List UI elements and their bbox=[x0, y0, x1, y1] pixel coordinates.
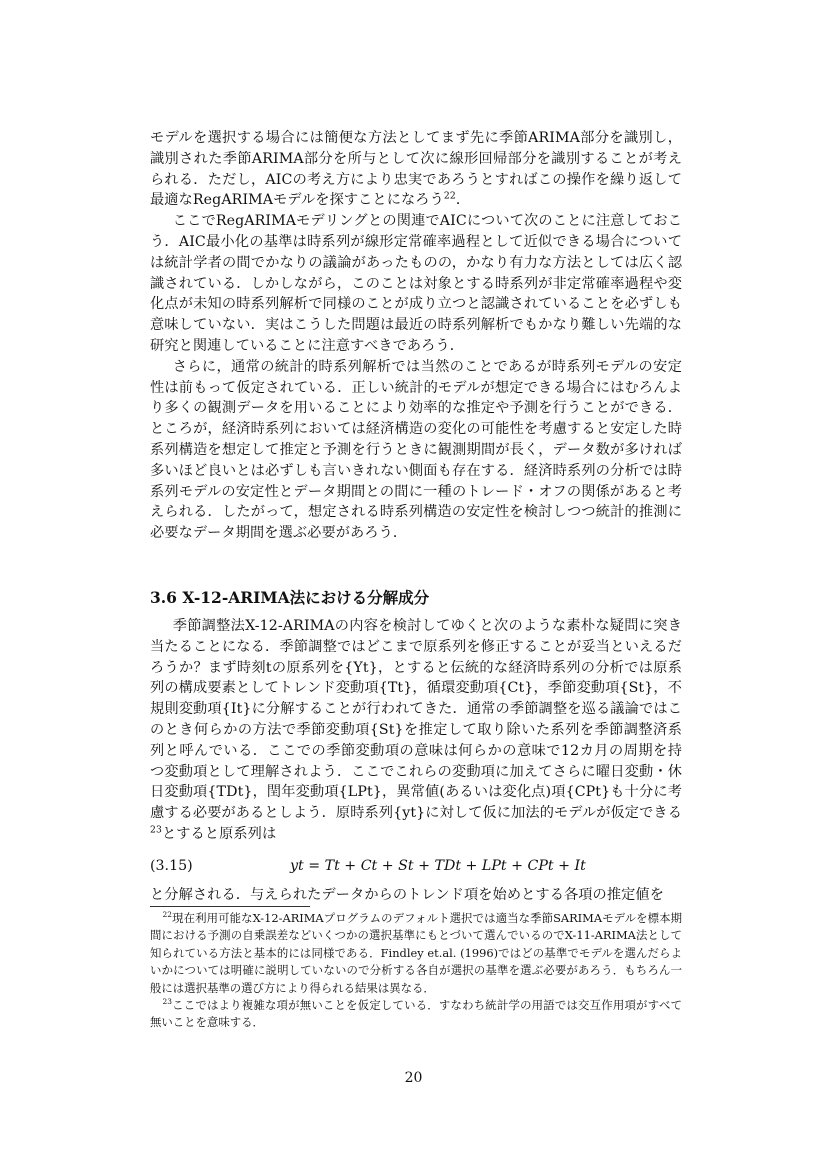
paragraph-4 bbox=[150, 616, 682, 845]
footnote-mark: 23 bbox=[162, 997, 172, 1007]
footnotes bbox=[150, 906, 682, 1032]
paragraph-3: さらに，通常の統計的時系列解析では当然のことであるが時系列モデルの安定性は前もって仮定されている．正しい統計的モデルが想定できる場合にはむろんより多くの観測データを用いることにより効率的な推定や予測を行うことができる．ところが，経済時系列においては経済構造の変化の可能性を考慮すると安定した時系列構造を想定して推定と予測を行うときに観測期間が長く，データ数が多ければ多いほど良いとは必ずしも言いきれない側面も存在する．経済時系列の分析では時系列モデルの安定性とデータ期間との間に一種のトレード・オフの関係があると考えられる．したがって，想定される時系列構造の安定性を検討しつつ統計的推測に必要なデータ期間を選ぶ必要があろう． bbox=[150, 358, 682, 542]
paragraph-1-text: モデルを選択する場合には簡便な方法としてまず先に季節ARIMA部分を識別し，識別された季節ARIMA部分を所与として次に線形回帰部分を識別することが考えられる．ただし，AICの考え方により忠実であろうとすればこの操作を繰り返して最適なRegARIMAモデルを探すことになろう bbox=[150, 130, 682, 209]
footnote-text: ここではより複雑な項が無いことを仮定している．すなわち統計学の用語では交互作用項がすべて無いことを意味する． bbox=[150, 998, 682, 1030]
footnote-mark: 22 bbox=[162, 910, 172, 920]
paragraph-1 bbox=[150, 128, 682, 211]
footnote-ref-22[interactable]: 22 bbox=[443, 190, 456, 202]
section-heading: 3.6 X-12-ARIMA法における分解成分 bbox=[150, 587, 430, 607]
paragraph-1-end: ． bbox=[455, 192, 471, 209]
page-number: 20 bbox=[404, 1070, 423, 1086]
footnote-text: 現在利用可能なX-12-ARIMAプログラムのデフォルト選択では適当な季節SARIMAモデルを標本期間における予測の自乗誤差などいくつかの選択基準にもとづいて選んでいるのでX-11-ARIMA法として知られている方法と基本的には同様である．Findley et.al. (1996)ではどの基準でモデルを選んだらよいかについては明確に説明していないので分析する各自が選択の基準を選ぶ必要があろう．もちろん一般には選択基準の選び方により得られる結果は異なる． bbox=[150, 911, 682, 995]
paragraph-4-end: とすると原系列は bbox=[161, 825, 277, 842]
equation-3-15 bbox=[150, 853, 682, 879]
footnote-23 bbox=[150, 997, 682, 1032]
paragraph-4-text: 季節調整法X-12-ARIMAの内容を検討してゆくと次のような素朴な疑問に突き当たることになる．季節調整ではどこまで原系列を修正することが妥当といえるだろうか？まず時刻tの原系列を{Yt}，とすると伝統的な経済時系列の分析では原系列の構成要素としてトレンド変動項{Tt}，循環変動項{Ct}，季節変動項{St}，不規則変動項{It}に分解することが行われてきた．通常の季節調整を巡る議論ではこのとき何らかの方法で季節変動項{St}を推定して取り除いた系列を季節調整済系列と呼んでいる．ここでの季節変動項の意味は何らかの意味で12カ月の周期を持つ変動項として理解されよう．ここでこれらの変動項に加えてさらに曜日変動・休日変動項{TDt}，閏年変動項{LPt}，異常値(あるいは変化点)項{CPt}も十分に考慮する必要があるとしよう．原時系列{yt}に対して仮に加法的モデルが仮定できる bbox=[150, 617, 682, 822]
footnote-ref-23[interactable]: 23 bbox=[150, 824, 162, 836]
footnote-22 bbox=[150, 910, 682, 997]
equation-body: yt = Tt + Ct + St + TDt + LPt + CPt + It bbox=[290, 857, 586, 874]
paragraph-5: と分解される．与えられたデータからのトレンド項を始めとする各項の推定値を bbox=[150, 886, 664, 903]
page-body bbox=[150, 128, 682, 906]
footnote-rule bbox=[150, 906, 310, 907]
equation-number: (3.15) bbox=[150, 857, 193, 874]
paragraph-2: ここでRegARIMAモデリングとの関連でAICについて次のことに注意しておこう．AIC最小化の基準は時系列が線形定常確率過程として近似できる場合については統計学者の間でかなりの議論があったものの，かなり有力な方法としては広く認識されている．しかしながら，このことは対象とする時系列が非定常確率過程や変化点が未知の時系列解析で同様のことが成り立つと認識されていることを必ずしも意味していない．実はこうした問題は最近の時系列解析でもかなり難しい先端的な研究と関連していることに注意すべきであろう． bbox=[150, 213, 682, 354]
